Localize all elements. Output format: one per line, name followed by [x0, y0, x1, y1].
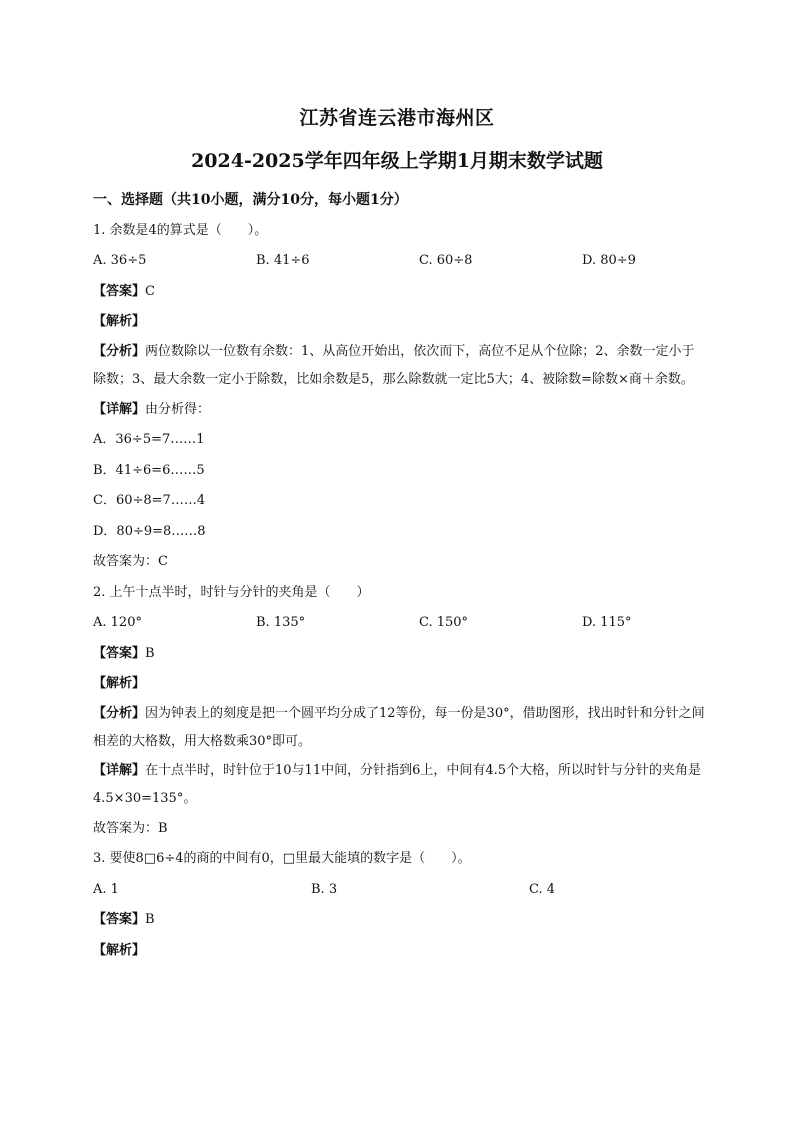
q3-stem: 3. 要使8□6÷4的商的中间有0，□里最大能填的数字是（ ）。: [93, 851, 471, 866]
document-body: [93, 185, 705, 966]
q3-options: [93, 875, 705, 906]
q2-option-c: C. 150°: [419, 615, 469, 630]
q3-answer-tag: 【答案】: [93, 912, 146, 927]
q1-option-a: A. 36÷5: [93, 253, 147, 268]
q1-fenxi-text: 两位数除以一位数有余数：1、从高位开始出，依次而下，高位不足从个位除；2、余数一定小于除数；3、最大余数一定小于除数，比如余数是5，那么除数就一定比5大；4、被除数=除数×商＋余数。: [93, 343, 695, 387]
section-heading: 一、选择题（共10小题，满分10分，每小题1分）: [93, 192, 408, 208]
q2-conclusion: 故答案为：B: [93, 820, 168, 836]
q3-answer: [93, 905, 705, 936]
q2-answer-value: B: [145, 645, 155, 661]
q1-fenxi-tag: 【分析】: [93, 343, 146, 359]
q1-detail-tag: 【详解】: [93, 401, 146, 417]
q1-detail-line-a: A．36÷5=7……1: [93, 432, 205, 447]
q1-stem: 1. 余数是4的算式是（ ）。: [93, 222, 268, 238]
q1-detail-line-d: D．80÷9=8……8: [93, 523, 206, 539]
q1-option-c: C. 60÷8: [419, 253, 473, 268]
q2-stem: 2. 上午十点半时，时针与分针的夹角是（ ）: [93, 584, 370, 600]
q1-option-b: B. 41÷6: [256, 253, 310, 268]
q3-option-a: A. 1: [93, 881, 119, 897]
q2-analysis-label: 【解析】: [93, 676, 146, 691]
q3-option-b: B. 3: [311, 881, 338, 897]
q2-option-a: A. 120°: [93, 615, 142, 630]
q2-detail: [93, 757, 705, 814]
q1-detail-text: 由分析得：: [145, 401, 211, 417]
q1-detail-line-b: B．41÷6=6……5: [93, 462, 205, 478]
q2-options: [93, 608, 705, 639]
q2-answer-tag: 【答案】: [93, 645, 146, 661]
q2-answer: [93, 639, 705, 670]
q1-option-d: D. 80÷9: [582, 253, 636, 268]
q1-detail-line-c: C．60÷8=7……4: [93, 493, 206, 508]
q1-conclusion: 故答案为：C: [93, 554, 168, 569]
q2-option-d: D. 115°: [582, 615, 632, 630]
q3-analysis-label: 【解析】: [93, 942, 146, 958]
q1-analysis-label: 【解析】: [93, 314, 146, 329]
q3-answer-value: B: [145, 912, 155, 927]
q1-fenxi: [93, 338, 705, 395]
q2-detail-tag: 【详解】: [93, 762, 146, 778]
q1-answer: [93, 277, 705, 308]
q2-option-b: B. 135°: [256, 615, 306, 630]
document-title-line1: 江苏省连云港市海州区: [299, 107, 495, 129]
document-title-line2: 2024-2025学年四年级上学期1月期末数学试题: [191, 150, 603, 172]
q1-detail: [93, 395, 705, 426]
q1-answer-tag: 【答案】: [93, 283, 146, 299]
q1-answer-value: C: [145, 283, 155, 299]
q1-options: [93, 246, 705, 277]
q2-fenxi: [93, 700, 705, 757]
q2-fenxi-text: 因为钟表上的刻度是把一个圆平均分成了12等份，每一份是30°，借助图形，找出时针和分针之间相差的大格数，用大格数乘30°即可。: [93, 705, 705, 749]
q3-option-c: C. 4: [529, 881, 556, 897]
q2-fenxi-tag: 【分析】: [93, 705, 146, 721]
q2-detail-text: 在十点半时，时针位于10与11中间，分针指到6上，中间有4.5个大格，所以时针与分针的夹角是4.5×30=135°。: [93, 762, 702, 806]
